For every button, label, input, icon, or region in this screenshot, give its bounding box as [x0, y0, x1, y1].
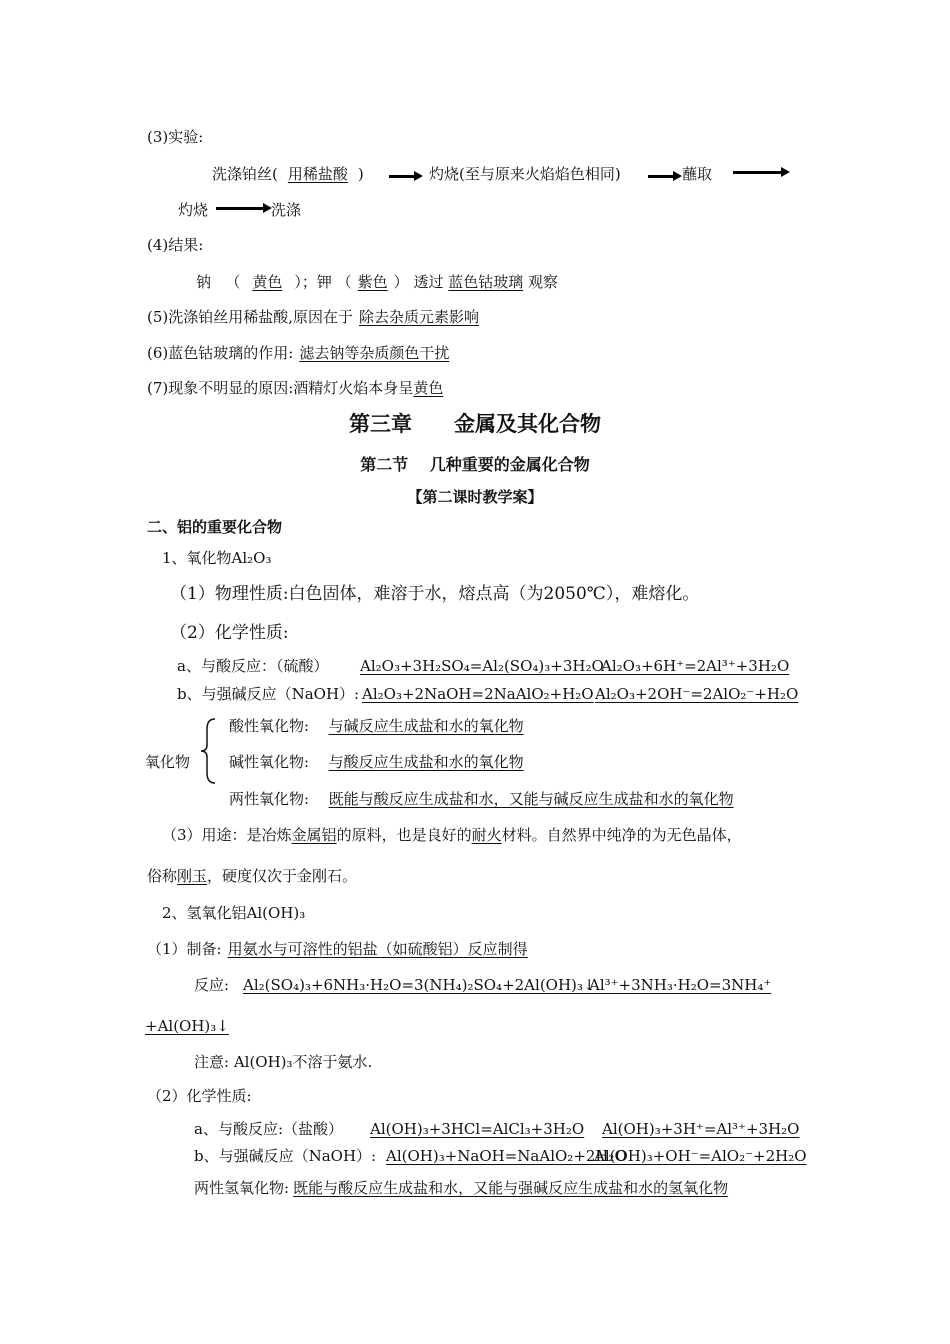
oxide-group-label: 氧化物 [145, 753, 191, 771]
exp-step-burn2: 灼烧 [178, 201, 209, 219]
chemical-properties: （2）化学性质: [170, 623, 289, 643]
exp-step-burn: 灼烧(至与原来火焰焰色相同) [429, 165, 621, 183]
glass-purpose-fill: 滤去钠等杂质颜色干扰 [299, 344, 450, 362]
uses-text-3: 材料。自然界中纯净的为无色晶体， [501, 826, 742, 844]
acid2-eq-molecular: Al(OH)₃+3HCl=AlCl₃+3H₂O [370, 1120, 585, 1138]
k-color: 紫色 [357, 273, 388, 291]
base-eq-molecular: Al₂O₃+2NaOH=2NaAlO₂+H₂O [362, 685, 594, 703]
glass-text: 蓝色钴玻璃 [448, 273, 524, 291]
acid2-eq-ionic: Al(OH)₃+3H⁺=Al³⁺+3H₂O [602, 1120, 800, 1138]
base-eq-ionic: Al₂O₃+2OH⁻=2AlO₂⁻+H₂O [595, 685, 799, 703]
rxn-eq-ionic: Al³⁺+3NH₃·H₂O=3NH₄⁺ [589, 976, 772, 994]
physical-properties: （1）物理性质:白色固体，难溶于水，熔点高（为2050℃），难熔化。 [170, 584, 700, 604]
glass-purpose-label: (6)蓝色钴玻璃的作用: [147, 344, 294, 362]
glass-purpose-line [147, 343, 459, 363]
uses-text-5: ，硬度仅次于金刚石。 [207, 867, 358, 885]
observe-text: 观察 [528, 273, 559, 291]
amphoteric-hydroxide-def: 既能与酸反应生成盐和水，又能与强碱反应生成盐和水的氢氧化物 [293, 1179, 729, 1197]
acid2-label: a、与酸反应:（盐酸） [194, 1120, 343, 1138]
basic-oxide-def: 与酸反应生成盐和水的氧化物 [328, 753, 524, 771]
na-text: 钠 [196, 273, 212, 291]
section-title: 第二节 几种重要的金属化合物 [360, 455, 590, 474]
arrow-icon [216, 207, 264, 210]
result-line: 钠 （ 黄色 ）；钾 （ 紫色 ） 透过 蓝色钴玻璃 观察 [196, 273, 559, 291]
basic-oxide-line [229, 752, 550, 772]
prep-label: （1）制备: [147, 940, 222, 958]
uses-gem: 刚玉 [177, 867, 208, 885]
uses-line-2 [147, 866, 357, 886]
amphoteric-oxide-label: 两性氧化物: [229, 790, 310, 808]
uses-text-2: 的原料，也是良好的 [336, 826, 472, 844]
chem2-title: （2）化学性质: [147, 1087, 252, 1105]
exp-step-wash [212, 164, 364, 184]
amphoteric-oxide-line [229, 789, 734, 809]
prep-line [147, 939, 554, 959]
reason-fill: 除去杂质元素影响 [359, 308, 480, 326]
uses-text: （3）用途：是冶炼 [162, 826, 292, 844]
wash-end: ) [357, 165, 364, 183]
through-text: 透过 [413, 273, 444, 291]
brace-icon [199, 717, 217, 785]
hydroxide-title: 2、氢氧化铝Al(OH)₃ [162, 904, 306, 922]
acidic-oxide-label: 酸性氧化物: [229, 717, 310, 735]
chapter-title: 第三章 金属及其化合物 [349, 412, 601, 436]
acidic-oxide-def: 与碱反应生成盐和水的氧化物 [328, 717, 524, 735]
wash-text: 洗涤铂丝( [212, 165, 278, 183]
exp-step-wash2: 洗涤 [271, 201, 302, 219]
amphoteric-oxide-def: 既能与酸反应生成盐和水，又能与碱反应生成盐和水的氧化物 [328, 790, 734, 808]
reason-label: (5)洗涤铂丝用稀盐酸,原因在于 [147, 308, 354, 326]
oxide-title: 1、氧化物Al₂O₃ [162, 549, 272, 567]
rxn-label: 反应: [194, 976, 230, 994]
wash-fill: 用稀盐酸 [287, 165, 348, 183]
lesson-title: 【第二课时教学案】 [407, 488, 543, 506]
part2-title: 二、铝的重要化合物 [147, 518, 283, 536]
result-label: (4)结果: [147, 236, 204, 254]
amphoteric-hydroxide-label: 两性氢氧化物: [194, 1179, 290, 1197]
arrow-icon [648, 175, 674, 178]
acid-reaction-label: a、与酸反应：（硫酸） [177, 657, 329, 675]
uses-fire: 耐火 [471, 826, 502, 844]
exp-step-dip: 蘸取 [682, 165, 713, 183]
arrow-icon [389, 175, 415, 178]
arrow-icon [733, 171, 782, 174]
uses-text-4: 俗称 [147, 867, 178, 885]
reason-line [147, 307, 495, 327]
na-color: 黄色 [252, 273, 283, 291]
unclear-line [147, 378, 443, 398]
base2-label: b、与强碱反应（NaOH）: [194, 1147, 377, 1165]
prep-fill: 用氨水与可溶性的铝盐（如硫酸铝）反应制得 [227, 940, 528, 958]
base2-eq-molecular: Al(OH)₃+NaOH=NaAlO₂+2H₂O [386, 1147, 627, 1165]
amphoteric-hydroxide-line [194, 1178, 728, 1198]
base-reaction-label: b、与强碱反应（NaOH）: [177, 685, 360, 703]
acid-eq-molecular: Al₂O₃+3H₂SO₄=Al₂(SO₄)₃+3H₂O [360, 657, 604, 675]
rxn-eq-ionic-cont: +Al(OH)₃↓ [145, 1017, 229, 1035]
uses-metal: 金属铝 [291, 826, 337, 844]
k-text: ；钾 [301, 273, 332, 291]
base2-eq-ionic: Al(OH)₃+OH⁻=AlO₂⁻+2H₂O [594, 1147, 807, 1165]
unclear-fill: 黄色 [413, 379, 444, 397]
rxn-eq-molecular: Al₂(SO₄)₃+6NH₃·H₂O=3(NH₄)₂SO₄+2Al(OH)₃↓ [243, 976, 596, 994]
basic-oxide-label: 碱性氧化物: [229, 753, 310, 771]
acid-eq-ionic: Al₂O₃+6H⁺=2Al³⁺+3H₂O [601, 657, 790, 675]
note-text: 注意: Al(OH)₃不溶于氨水. [194, 1053, 373, 1071]
acidic-oxide-line [229, 716, 550, 736]
uses-line-1 [162, 825, 742, 845]
unclear-label: (7)现象不明显的原因:酒精灯火焰本身呈 [147, 379, 414, 397]
exp-label: (3)实验: [147, 128, 204, 146]
